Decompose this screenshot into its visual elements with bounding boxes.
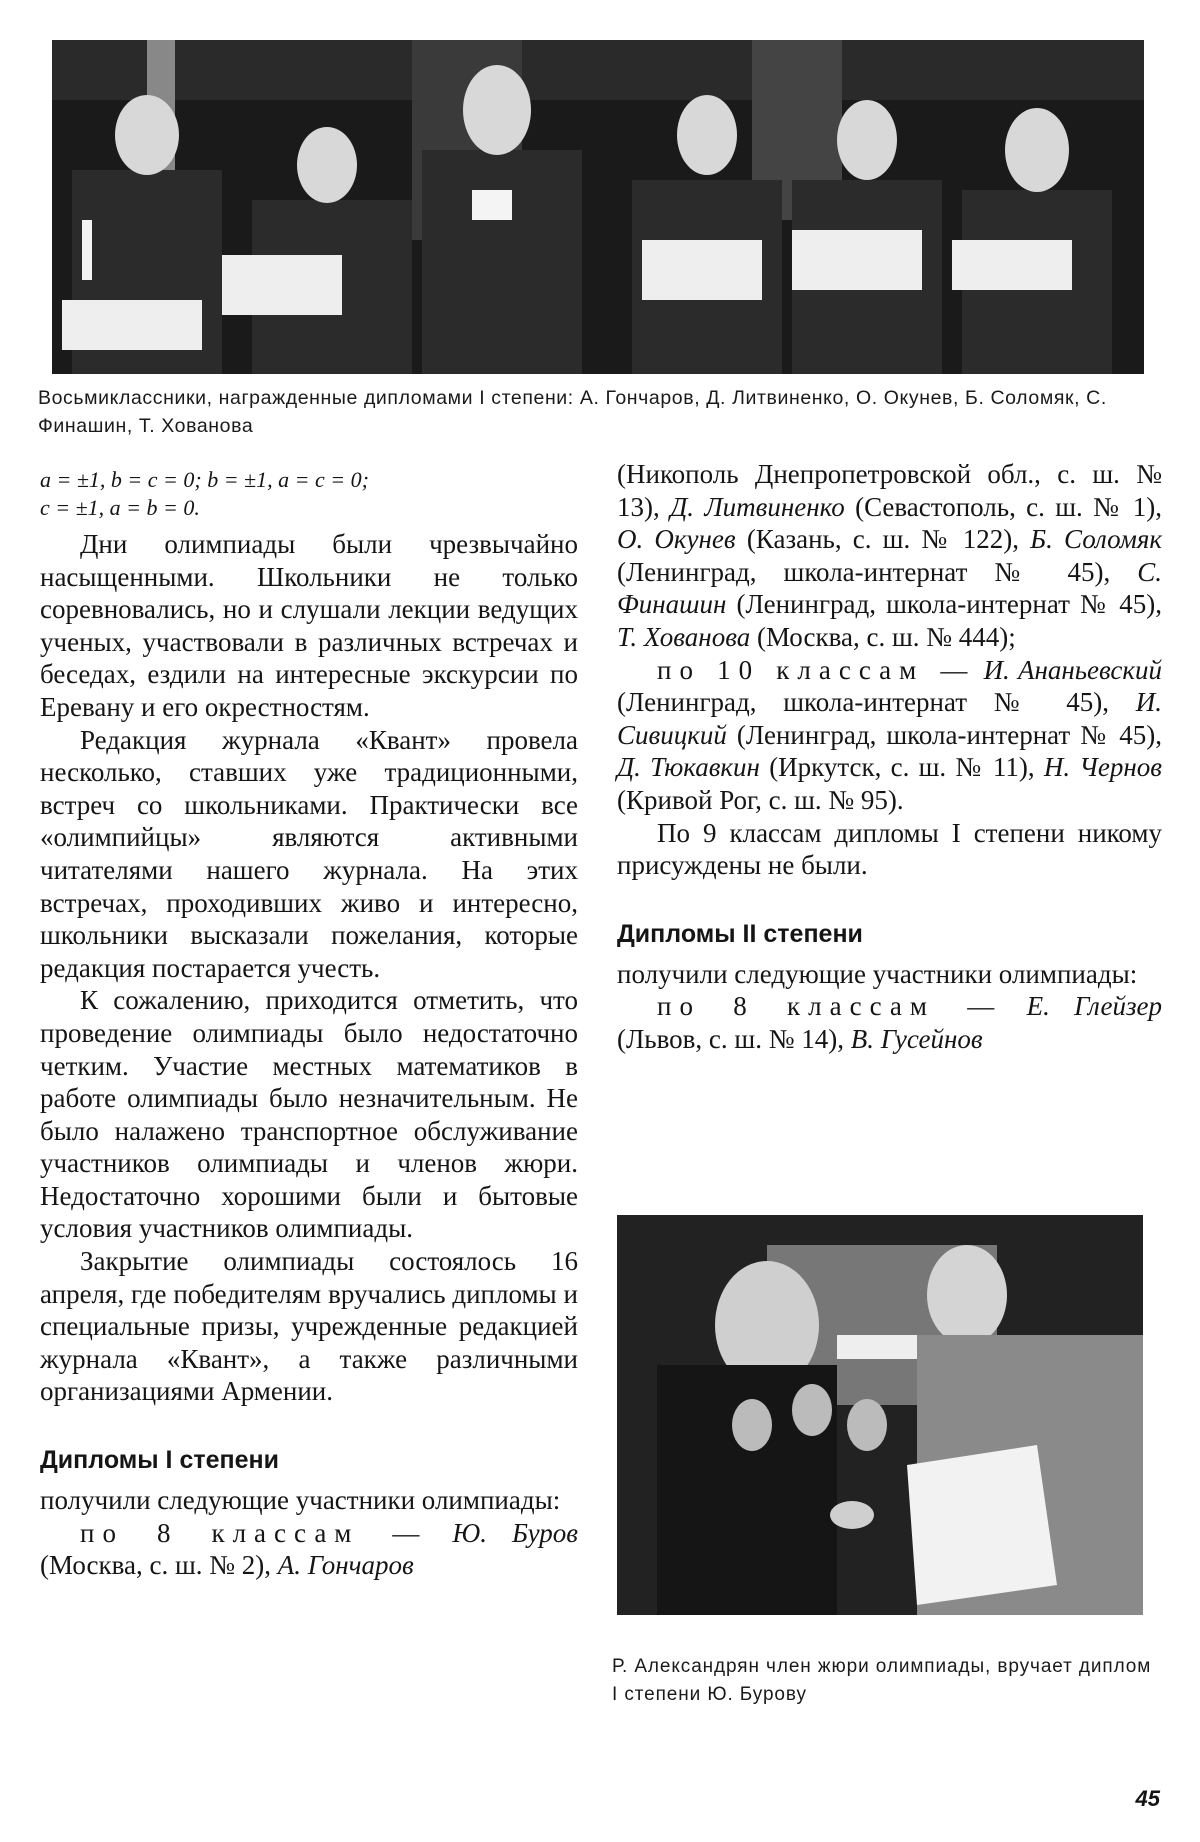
- paragraph-grade10: по 10 классам — И. Ананьевский (Ленинград, школа-интернат № 45), И. Сивицкий (Ленинград, школа-интернат № 45), Д. Тюкавкин (Иркутск, с. ш. № 11), Н. Чернов (Кривой Рог, с. ш. № 95).: [617, 654, 1163, 815]
- paragraph-regret: К сожалению, приходится отметить, что проведение олимпиады было недостаточно четким. Участие местных математиков в работе олимпиады было незначительным. Не было налажено транспортное обслуживание участников олимпиады и членов жюри. Недостаточно хорошими были и бытовые условия участников олимпиады.: [40, 985, 578, 1244]
- group-photo-icon: [52, 40, 1144, 374]
- paragraph-editorial: Редакция журнала «Квант» провела несколько, ставших уже традиционными, встреч со школьниками. Практически все «олимпийцы» являются активными читателями нашего журнала. На этих встречах, проходивших живо и интересно, школьники высказали пожелания, которые редакция постарается учесть.: [40, 724, 578, 983]
- top-photo: [52, 40, 1144, 374]
- bottom-photo-caption: Р. Александрян член жюри олимпиады, вручает диплом I степени Ю. Бурову: [612, 1656, 1152, 1705]
- paragraph-grade8-2: по 8 классам — Е. Глейзер (Львов, с. ш. № 14), В. Гусейнов: [617, 991, 1162, 1054]
- award-photo-icon: [617, 1215, 1143, 1615]
- paragraph-received-2: получили следующие участники олимпиады:: [617, 958, 1138, 989]
- paragraph-grade8-1: по 8 классам — Ю. Буров (Москва, с. ш. № 2), А. Гончаров: [40, 1517, 578, 1581]
- right-column: [617, 458, 1162, 1056]
- paragraph-closing: Закрытие олимпиады состоялось 16 апреля, где победителям вручались дипломы и специальные призы, учрежденные редакцией журнала «Квант», а также различными организациями Армении.: [40, 1246, 578, 1407]
- paragraph-received-1: получили следующие участники олимпиады:: [40, 1485, 561, 1516]
- paragraph-days: Дни олимпиады были чрезвычайно насыщенными. Школьники не только соревновались, но и слушали лекции ведущих ученых, участвовали в различных встречах и беседах, ездили на интересные экскурсии по Еревану и его окрестностям.: [40, 529, 578, 722]
- formula-line-1: a = ±1, b = c = 0; b = ±1, a = c = 0;: [40, 467, 369, 492]
- paragraph-winners-1: (Никополь Днепропетровской обл., с. ш. № 13), Д. Литвиненко (Севастополь, с. ш. № 1), О. Окунев (Казань, с. ш. № 122), Б. Соломяк (Ленинград, школа-интернат № 45), С. Финашин (Ленинград, школа-интернат № 45), Т. Хованова (Москва, с. ш. № 444);: [617, 459, 1163, 652]
- paragraph-grade9: По 9 классам дипломы I степени никому присуждены не были.: [617, 817, 1162, 881]
- top-photo-caption: Восьмиклассники, награжденные дипломами I степени: А. Гончаров, Д. Литвиненко, О. Окунев, Б. Соломяк, С. Финашин, Т. Хованова: [38, 387, 1107, 437]
- bottom-photo: [617, 1215, 1143, 1615]
- left-column: [40, 458, 578, 1582]
- formula-line-2: c = ±1, a = b = 0.: [40, 495, 200, 520]
- page-number: 45: [1135, 1786, 1160, 1811]
- heading-diplomas-1: Дипломы I степени: [40, 1446, 279, 1475]
- heading-diplomas-2: Дипломы II степени: [617, 919, 863, 948]
- formula: [40, 466, 578, 522]
